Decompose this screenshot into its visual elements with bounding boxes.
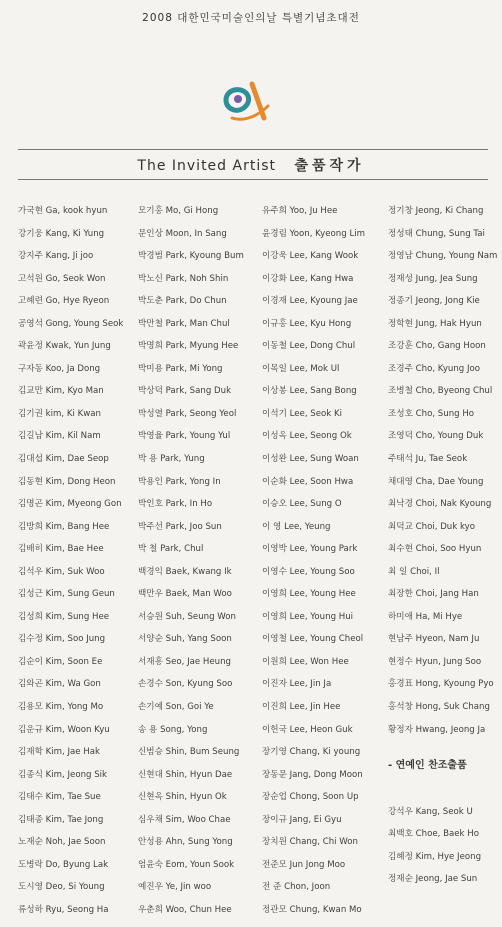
- artist-entry: 정재순 Jeong, Jae Sun: [388, 874, 478, 885]
- artist-entry: 이영박 Lee, Young Park: [262, 544, 358, 555]
- artist-entry: 고혜련 Go, Hye Ryeon: [18, 296, 110, 307]
- artist-entry: 정기창 Jeong, Ki Chang: [388, 206, 484, 216]
- artist-entry: 박성열 Park, Seong Yeol: [138, 408, 237, 419]
- artist-entry: 이진희 Lee, Jin Hee: [262, 702, 341, 713]
- artist-entry: 이진자 Lee, Jin Ja: [262, 679, 332, 690]
- artist-entry: 최낙경 Choi, Nak Kyoung: [388, 499, 492, 510]
- artist-entry: 백경익 Baek, Kwang Ik: [138, 566, 232, 577]
- artist-entry: 황정자 Hwang, Jeong Ja: [388, 724, 486, 735]
- artist-entry: 장동문 Jang, Dong Moon: [262, 769, 363, 780]
- artist-entry: 강석우 Kang, Seok U: [388, 806, 473, 817]
- artist-entry: 이원희 Lee, Won Hee: [262, 656, 349, 667]
- artist-entry: 손기예 Son, Goi Ye: [138, 702, 214, 713]
- section-title-en: The Invited Artist: [137, 158, 277, 174]
- artist-entry: 이영철 Lee, Young Cheol: [262, 634, 364, 645]
- artist-entry: 예진우 Ye, Jin woo: [138, 882, 212, 893]
- artist-column-2: [138, 205, 244, 927]
- artist-entry: 김성희 Kim, Sung Hee: [18, 611, 110, 622]
- artist-entry: 현남주 Hyeon, Nam Ju: [388, 634, 480, 645]
- artist-entry: 신범승 Shin, Bum Seung: [138, 747, 240, 758]
- artist-entry: 도병락 Do, Byung Lak: [18, 859, 109, 870]
- artist-entry: 주태석 Ju, Tae Seok: [388, 454, 468, 465]
- artist-entry: 박영율 Park, Young Yul: [138, 431, 231, 442]
- artist-entry: 조경주 Cho, Kyung Joo: [388, 363, 481, 374]
- artist-entry: 조강훈 Cho, Gang Hoon: [388, 341, 486, 352]
- artist-entry: 전 준 Chon, Joon: [262, 882, 331, 893]
- artist-entry: 홍경표 Hong, Kyoung Pyo: [388, 679, 494, 690]
- artist-entry: 박명희 Park, Myung Hee: [138, 341, 239, 352]
- artist-entry: 박주선 Park, Joo Sun: [138, 521, 222, 532]
- artist-entry: 최수현 Choi, Soo Hyun: [388, 544, 482, 555]
- bottom-rule: [18, 179, 488, 180]
- artist-column-3: [262, 205, 365, 927]
- artist-entry: 이동철 Lee, Dong Chul: [262, 341, 356, 352]
- artist-entry: 이석기 Lee, Seok Ki: [262, 408, 343, 419]
- artist-entry: 이강화 Lee, Kang Hwa: [262, 273, 354, 284]
- artist-entry: 이 영 Lee, Yeung: [262, 521, 331, 532]
- artist-entry: 김태종 Kim, Tae Jong: [18, 814, 104, 825]
- artist-entry: 김기권 kim, Ki Kwan: [18, 408, 101, 419]
- artist-entry: 하미애 Ha, Mi Hye: [388, 611, 463, 622]
- artist-entry: 박용인 Park, Yong In: [138, 476, 221, 487]
- artist-entry: 장기영 Chang, Ki young: [262, 747, 361, 758]
- artist-entry: 김길남 Kim, Kil Nam: [18, 431, 101, 442]
- artist-entry: 박 용 Park, Yung: [138, 454, 205, 465]
- artist-entry: 박도춘 Park, Do Chun: [138, 296, 227, 307]
- artist-entry: 정종기 Jeong, Jong Kie: [388, 296, 480, 307]
- artist-entry: 조병철 Cho, Byeong Chul: [388, 386, 493, 397]
- artist-entry: 최백호 Choe, Baek Ho: [388, 829, 479, 840]
- artist-entry: 박미용 Park, Mi Yong: [138, 363, 223, 374]
- artist-entry: 김종식 Kim, Jeong Sik: [18, 769, 108, 780]
- artist-list: [0, 205, 502, 915]
- artist-entry: 김수정 Kim, Soo Jung: [18, 634, 106, 645]
- artist-entry: 가국현 Ga, kook hyun: [18, 206, 108, 216]
- artist-entry: 정성태 Chung, Sung Tai: [388, 228, 485, 239]
- artist-entry: 송 용 Song, Yong: [138, 724, 208, 735]
- artist-entry: 조성호 Cho, Sung Ho: [388, 408, 475, 419]
- artist-entry: 김명곤 Kim, Myeong Gon: [18, 499, 122, 510]
- artist-entry: 공영석 Gong, Young Seok: [18, 318, 124, 329]
- artist-entry: 윤경림 Yoon, Kyeong Lim: [262, 228, 365, 239]
- artist-entry: 서양순 Suh, Yang Soon: [138, 634, 232, 645]
- artist-entry: 김동현 Kim, Dong Heon: [18, 476, 116, 487]
- artist-entry: 김재학 Kim, Jae Hak: [18, 747, 101, 758]
- artist-entry: 전준모 Jun Jong Moo: [262, 859, 346, 870]
- artist-entry: 이영희 Lee, Young Hee: [262, 589, 356, 600]
- artist-entry: 엄윤숙 Eom, Youn Sook: [138, 859, 235, 870]
- artist-entry: 강지주 Kang, Ji joo: [18, 251, 94, 262]
- artist-entry: 박노신 Park, Noh Shin: [138, 273, 229, 284]
- artist-entry: 이헌국 Lee, Heon Guk: [262, 724, 353, 735]
- artist-entry: 최장한 Choi, Jang Han: [388, 589, 479, 600]
- artist-entry: 채대영 Cha, Dae Young: [388, 476, 484, 487]
- exhibition-title: 2008 대한민국미술인의날 특별기념초대전: [142, 12, 360, 24]
- artist-column-1: [18, 205, 123, 927]
- artist-entry: 서승원 Suh, Seung Won: [138, 611, 236, 622]
- artist-entry: 이승오 Lee, Sung O: [262, 499, 342, 510]
- artist-entry: 류성하 Ryu, Seong Ha: [18, 904, 109, 915]
- artist-entry: 이규홍 Lee, Kyu Hong: [262, 318, 352, 329]
- artist-entry: 김용모 Kim, Yong Mo: [18, 702, 104, 713]
- artist-entry: 이순화 Lee, Soon Hwa: [262, 476, 354, 487]
- artist-entry: 김혜정 Kim, Hye Jeong: [388, 851, 482, 862]
- artist-entry: 박상덕 Park, Sang Duk: [138, 386, 232, 397]
- artist-entry: 안성용 Ahn, Sung Yong: [138, 837, 233, 848]
- artist-entry: 손경수 Son, Kyung Soo: [138, 679, 233, 690]
- artist-entry: 서재흥 Seo, Jae Heung: [138, 656, 232, 667]
- artist-entry: 유주희 Yoo, Ju Hee: [262, 206, 338, 216]
- artist-entry: 김대섭 Kim, Dae Seop: [18, 454, 109, 465]
- artist-entry: 김교만 Kim, Kyo Man: [18, 386, 104, 397]
- artist-entry: 장이규 Jang, Ei Gyu: [262, 814, 342, 825]
- artist-entry: 김성근 Kim, Sung Geun: [18, 589, 115, 600]
- artist-entry: 이상봉 Lee, Sang Bong: [262, 386, 357, 397]
- artist-entry: 김운규 Kim, Woon Kyu: [18, 724, 110, 735]
- top-rule: [18, 149, 488, 150]
- artist-entry: 김순이 Kim, Soon Ee: [18, 656, 103, 667]
- artist-entry: 김태수 Kim, Tae Sue: [18, 792, 101, 803]
- artist-entry: 백만우 Baek, Man Woo: [138, 589, 232, 600]
- artist-entry: 김석우 Kim, Suk Woo: [18, 566, 105, 577]
- artist-entry: 강기웅 Kang, Ki Yung: [18, 228, 105, 239]
- artist-entry: 박경범 Park, Kyoung Bum: [138, 251, 244, 262]
- artist-entry: 고석원 Go, Seok Won: [18, 273, 106, 284]
- artist-entry: 이경재 Lee, Kyoung Jae: [262, 296, 358, 307]
- artist-entry: 이성옥 Lee, Seong Ok: [262, 431, 352, 442]
- artist-entry: 이강욱 Lee, Kang Wook: [262, 251, 359, 262]
- section-heading: [0, 155, 502, 175]
- section-title-ko: 출품작가: [294, 158, 365, 174]
- artist-entry: 우춘희 Woo, Chun Hee: [138, 904, 232, 915]
- artist-entry: 최 일 Choi, Il: [388, 566, 440, 577]
- artist-entry: 김와곤 Kim, Wa Gon: [18, 679, 101, 690]
- artist-entry: 정관모 Chung, Kwan Mo: [262, 904, 362, 915]
- artist-entry: 심우채 Sim, Woo Chae: [138, 814, 231, 825]
- celebrity-note: - 연예인 찬조출품: [388, 760, 467, 772]
- artist-entry: 곽윤정 Kwak, Yun Jung: [18, 341, 111, 352]
- artist-entry: 박인호 Park, In Ho: [138, 499, 213, 510]
- artist-entry: 최덕교 Choi, Duk kyo: [388, 521, 475, 532]
- artist-entry: 이영희 Lee, Young Hui: [262, 611, 354, 622]
- artist-entry: 신현옥 Shin, Hyun Ok: [138, 792, 227, 803]
- artist-entry: 문인상 Moon, In Sang: [138, 228, 227, 239]
- artist-entry: 김방희 Kim, Bang Hee: [18, 521, 110, 532]
- artist-entry: 이영수 Lee, Young Soo: [262, 566, 355, 577]
- artist-entry: 구자동 Koo, Ja Dong: [18, 363, 101, 374]
- artist-entry: 도시영 Deo, Si Young: [18, 882, 105, 893]
- exhibition-logo: [218, 78, 272, 124]
- artist-entry: 신현대 Shin, Hyun Dae: [138, 769, 233, 780]
- artist-entry: 정재성 Jung, Jea Sung: [388, 273, 478, 284]
- artist-entry: 이성완 Lee, Sung Woan: [262, 454, 359, 465]
- artist-entry: 이목일 Lee, Mok Ul: [262, 363, 340, 374]
- artist-entry: 홍석창 Hong, Suk Chang: [388, 702, 490, 713]
- artist-entry: 박 철 Park, Chul: [138, 544, 204, 555]
- artist-entry: 모기홍 Mo, Gi Hong: [138, 206, 219, 216]
- artist-entry: 조영덕 Cho, Young Duk: [388, 431, 484, 442]
- artist-entry: 박만철 Park, Man Chul: [138, 318, 230, 329]
- artist-entry: 정영남 Chung, Young Nam: [388, 251, 498, 262]
- artist-entry: 현정수 Hyun, Jung Soo: [388, 656, 482, 667]
- artist-column-4: [388, 205, 497, 896]
- artist-entry: 장순업 Chong, Soon Up: [262, 792, 359, 803]
- artist-entry: 김배히 Kim, Bae Hee: [18, 544, 104, 555]
- artist-entry: 장치원 Chang, Chi Won: [262, 837, 358, 848]
- artist-entry: 노재순 Noh, Jae Soon: [18, 837, 106, 848]
- artist-entry: 정학현 Jung, Hak Hyun: [388, 318, 482, 329]
